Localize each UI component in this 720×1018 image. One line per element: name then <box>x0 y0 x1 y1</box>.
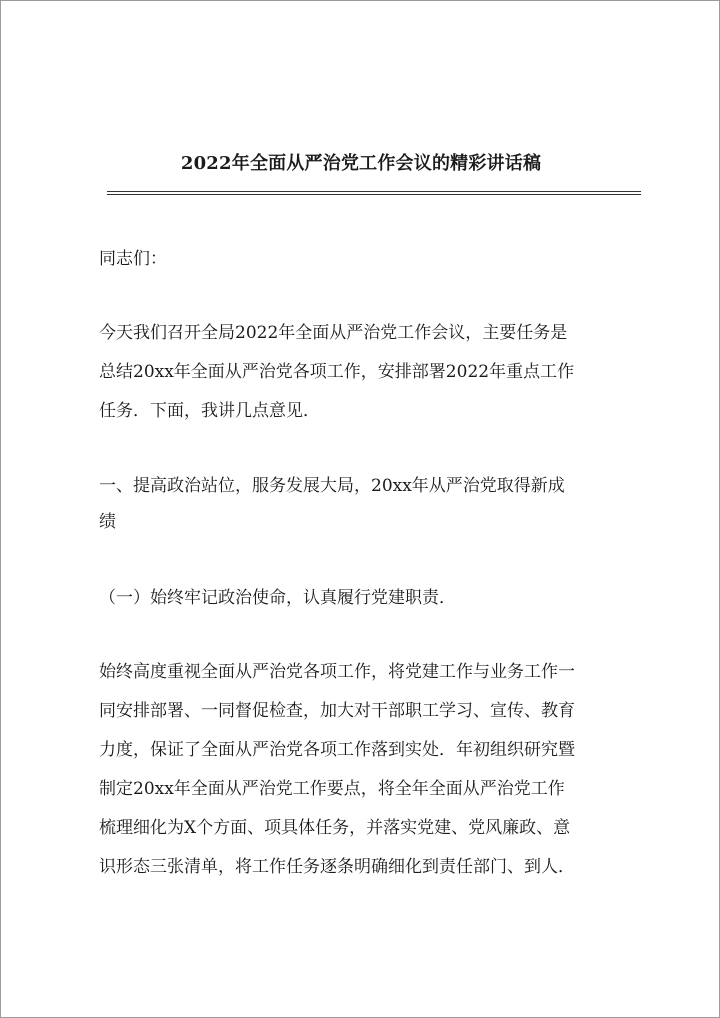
title-divider <box>107 191 641 195</box>
document-title: 2022年全面从严治党工作会议的精彩讲话稿 <box>180 153 542 174</box>
paragraph-1-line-3: 任务．下面，我讲几点意见． <box>99 401 320 421</box>
heading-1-line-2: 绩 <box>99 512 116 532</box>
salutation: 同志们： <box>99 249 167 269</box>
subheading-1: （一）始终牢记政治使命，认真履行党建职责． <box>99 588 456 608</box>
paragraph-2-line-1: 始终高度重视全面从严治党各项工作，将党建工作与业务工作一 <box>99 662 575 682</box>
heading-1-line-1: 一、提高政治站位，服务发展大局，20xx年从严治党取得新成 <box>99 476 565 496</box>
paragraph-1-line-2: 总结20xx年全面从严治党各项工作，安排部署2022年重点工作 <box>99 362 575 382</box>
paragraph-2-line-2: 同安排部署、一同督促检查，加大对干部职工学习、宣传、教育 <box>99 701 575 721</box>
paragraph-1-line-1: 今天我们召开全局2022年全面从严治党工作会议，主要任务是 <box>99 323 568 343</box>
paragraph-2-line-6: 识形态三张清单，将工作任务逐条明确细化到责任部门、到人． <box>99 857 575 877</box>
paragraph-2-line-5: 梳理细化为X个方面、项具体任务，并落实党建、党风廉政、意 <box>99 818 571 838</box>
paragraph-2-line-4: 制定20xx年全面从严治党工作要点，将全年全面从严治党工作 <box>99 779 565 799</box>
paragraph-2-line-3: 力度，保证了全面从严治党各项工作落到实处．年初组织研究暨 <box>99 740 575 760</box>
